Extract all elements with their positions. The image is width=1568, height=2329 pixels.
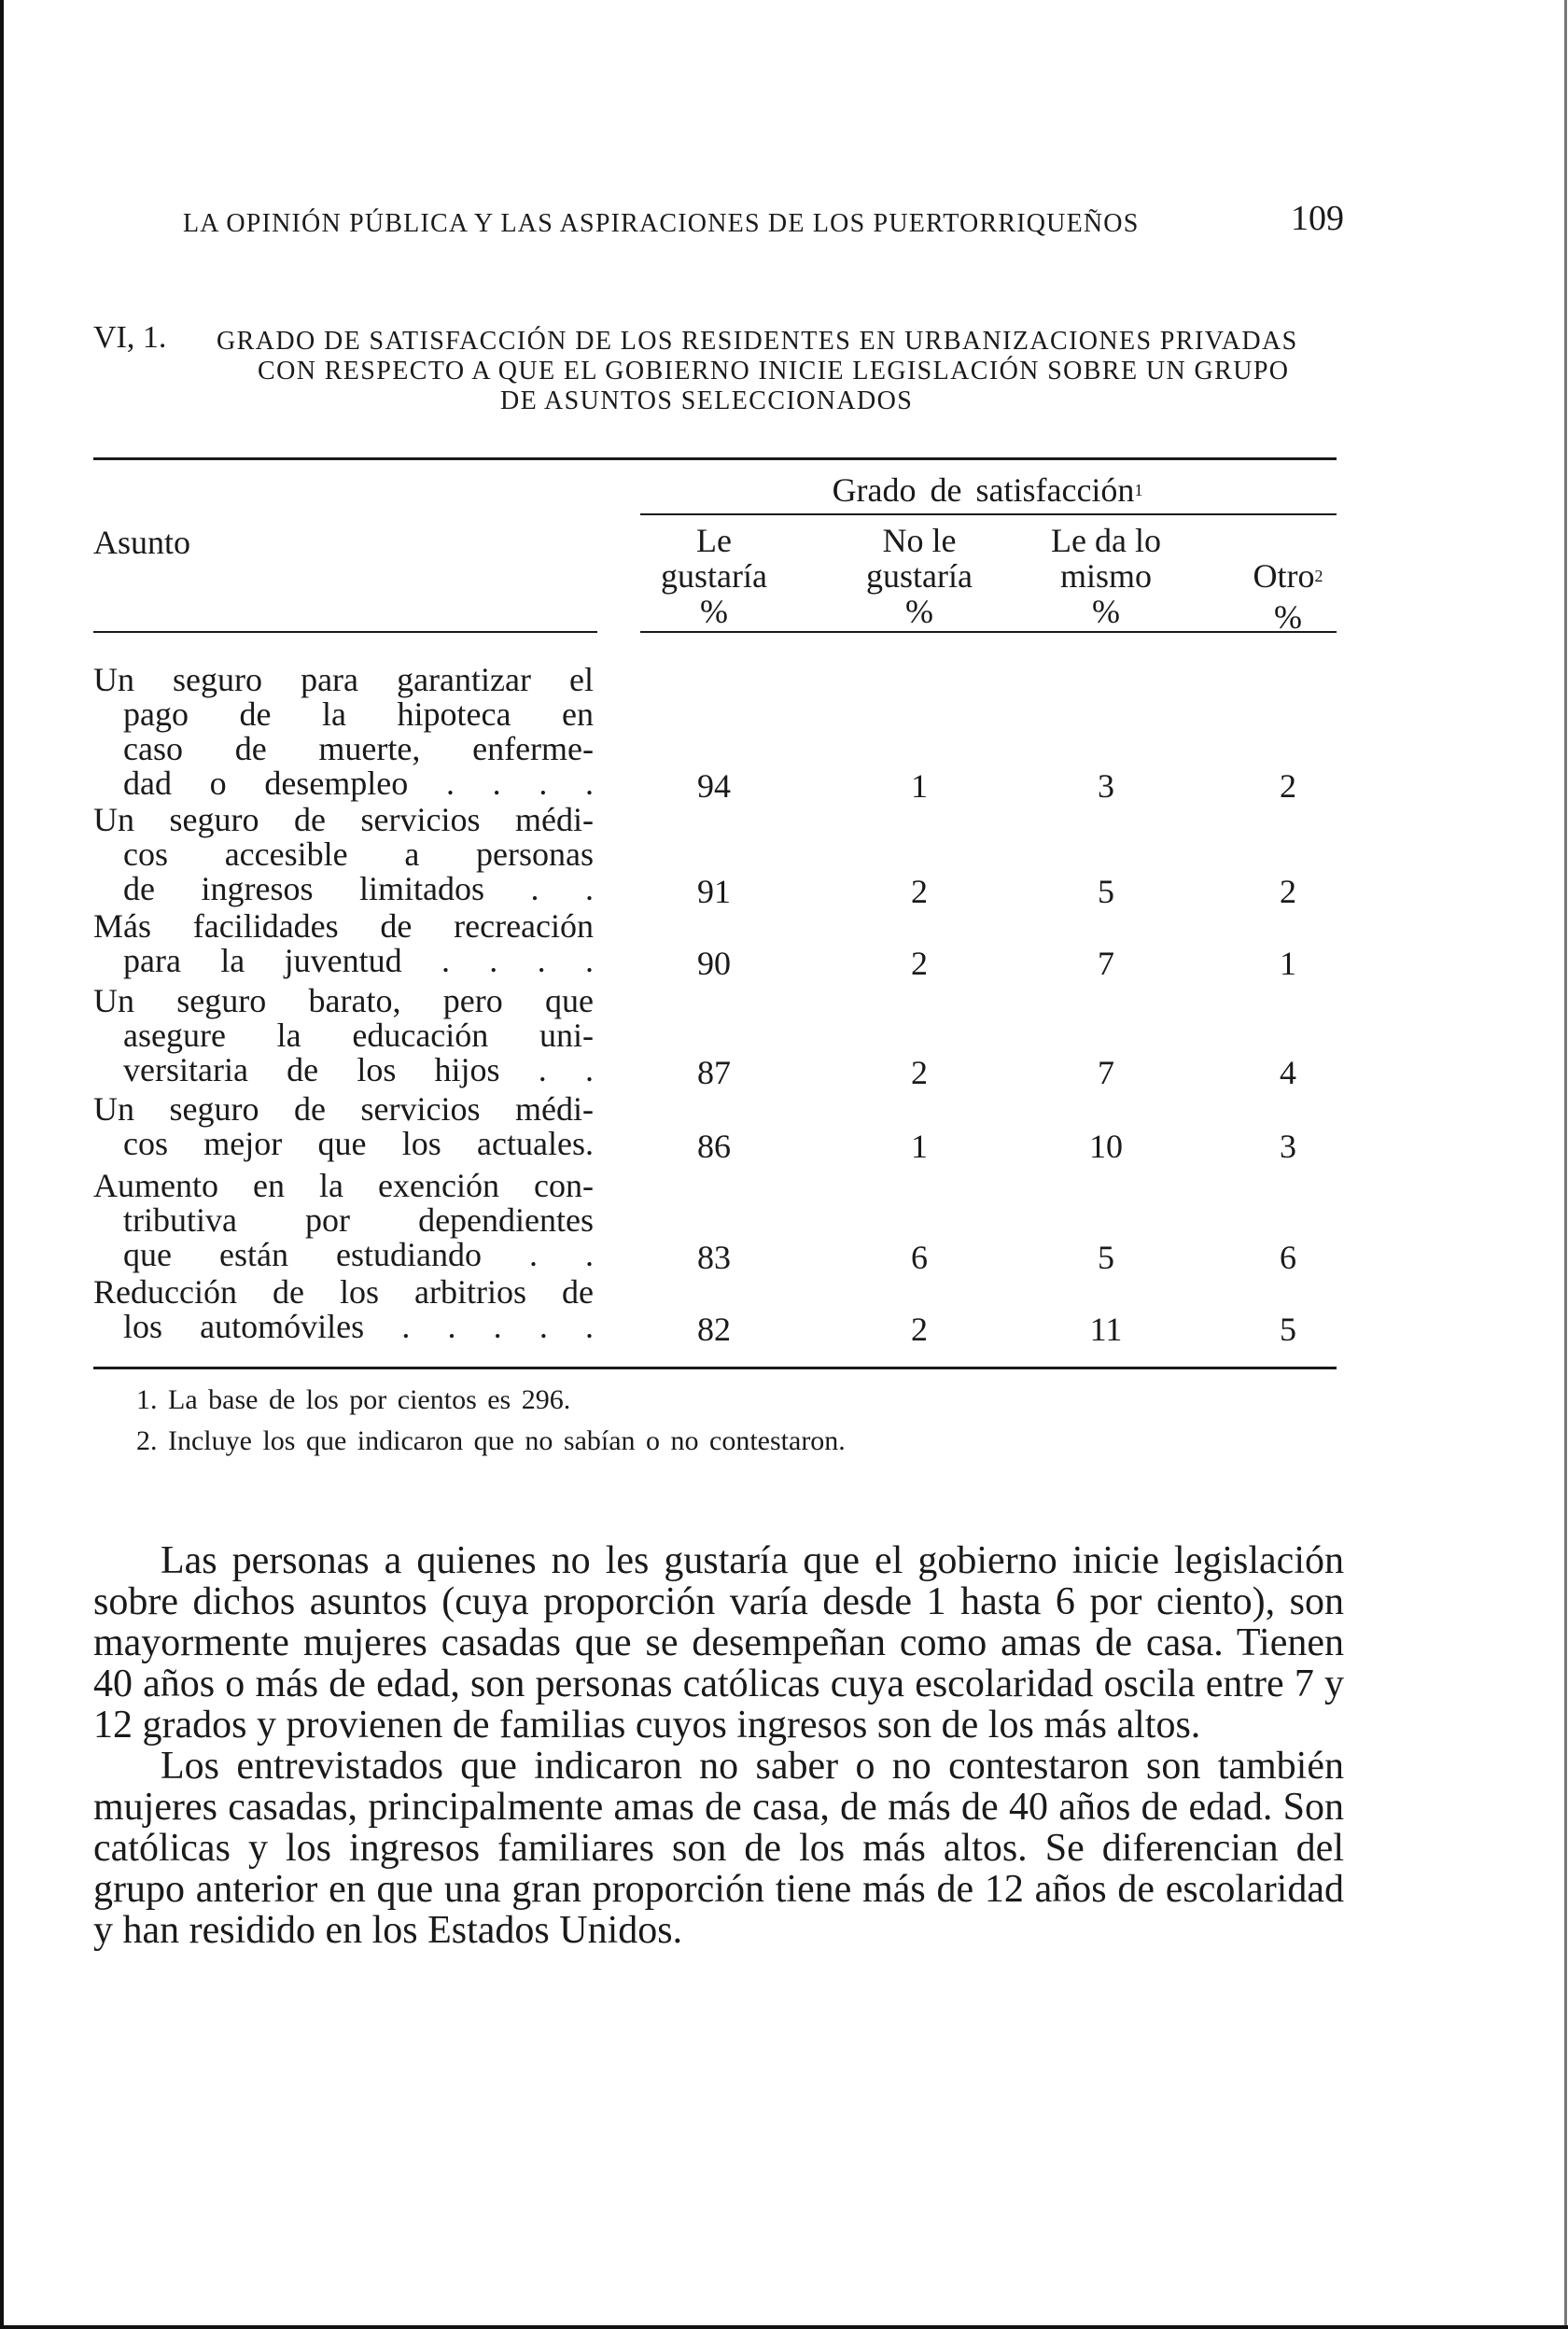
asunto-column-header: Asunto bbox=[93, 524, 191, 561]
row-label-line: de ingresos limitados . . bbox=[123, 870, 594, 907]
column-header-line: % bbox=[1092, 593, 1120, 630]
column-header-otro-label: Otro bbox=[1253, 557, 1315, 595]
column-header-line: % bbox=[1274, 598, 1302, 636]
row-label-line: caso de muerte, enferme- bbox=[123, 730, 594, 767]
row-label bbox=[93, 803, 594, 906]
group-header-rule bbox=[640, 513, 1337, 515]
cell-le-da-lo-mismo: 5 bbox=[1098, 873, 1114, 910]
body-paragraph: Los entrevistados que indicaron no saber o no contestaron son también mujeres casadas, principalmente amas de casa, de más de 40 años de edad. Son católicas y los ingresos familiares son de los más altos. Se diferencian del grupo anterior en que una gran proporción tiene más de 12 años de escolaridad y han residido en los Estados Unidos. bbox=[93, 1745, 1344, 1952]
footnote-marker: 2 bbox=[1314, 567, 1323, 585]
cell-no-le-gustaria: 1 bbox=[911, 1128, 928, 1165]
row-label bbox=[93, 663, 594, 801]
table-bottom-rule bbox=[93, 1367, 1337, 1369]
footnote-marker: 1 bbox=[1134, 481, 1143, 499]
row-label-line: pago de la hipoteca en bbox=[123, 695, 594, 733]
row-label-line: Más facilidades de recreación bbox=[93, 907, 594, 945]
page-number: 109 bbox=[1291, 199, 1344, 238]
scan-edge-left bbox=[0, 0, 4, 2329]
cell-le-gustaria: 87 bbox=[697, 1054, 731, 1091]
column-header-line: % bbox=[700, 593, 728, 630]
satisfaction-group-header bbox=[640, 470, 1335, 510]
row-label-line: Un seguro barato, pero que bbox=[93, 982, 594, 1019]
row-label-line: versitaria de los hijos . . bbox=[123, 1051, 594, 1088]
cell-no-le-gustaria: 1 bbox=[911, 767, 928, 805]
row-label-line: para la juventud . . . . bbox=[123, 942, 594, 979]
scan-edge-right bbox=[1564, 0, 1567, 2329]
row-label bbox=[93, 1275, 594, 1344]
asunto-header-rule bbox=[93, 631, 597, 633]
row-label bbox=[93, 1169, 594, 1272]
group-header-text: Grado de satisfacción bbox=[832, 471, 1135, 509]
column-header-line: % bbox=[905, 593, 933, 630]
cell-otro: 2 bbox=[1280, 873, 1296, 910]
cell-le-gustaria: 90 bbox=[697, 945, 731, 982]
row-label bbox=[93, 909, 594, 978]
cell-le-gustaria: 83 bbox=[697, 1239, 731, 1276]
row-label-line: Aumento en la exención con- bbox=[93, 1167, 594, 1204]
running-head-title: LA OPINIÓN PÚBLICA Y LAS ASPIRACIONES DE LOS PUERTORRIQUEÑOS bbox=[183, 209, 1140, 238]
cell-otro: 1 bbox=[1280, 945, 1296, 982]
row-label-line: dad o desempleo . . . . bbox=[123, 765, 594, 802]
row-label-line: asegure la educación uni- bbox=[123, 1017, 594, 1054]
cell-le-da-lo-mismo: 7 bbox=[1098, 1054, 1114, 1091]
cell-no-le-gustaria: 2 bbox=[911, 873, 928, 910]
column-header-line bbox=[1213, 558, 1363, 599]
scan-edge-bottom bbox=[0, 2325, 1568, 2329]
row-label bbox=[93, 984, 594, 1087]
cell-otro: 2 bbox=[1280, 767, 1296, 805]
cell-no-le-gustaria: 2 bbox=[911, 1311, 928, 1348]
table-footnotes bbox=[136, 1380, 846, 1462]
cell-otro: 5 bbox=[1280, 1311, 1296, 1348]
column-header-le-da-lo-mismo bbox=[1027, 523, 1185, 629]
body-paragraph: Las personas a quienes no les gustaría que el gobierno inicie legislación sobre dichos asuntos (cuya proporción varía desde 1 hasta 6 por ciento), son mayormente mujeres casadas que se desempeñan como amas de casa. Tienen 40 años o más de edad, son personas católicas cuya escolaridad oscila entre 7 y 12 grados y provienen de familias cuyos ingresos son de los más altos. bbox=[93, 1539, 1344, 1747]
cell-otro: 6 bbox=[1280, 1239, 1296, 1276]
cell-le-da-lo-mismo: 10 bbox=[1089, 1128, 1123, 1165]
column-header-le-gustaria bbox=[644, 523, 784, 629]
body-text bbox=[93, 1540, 1344, 1951]
table-top-rule bbox=[93, 457, 1337, 460]
column-header-line: No le bbox=[882, 522, 957, 559]
row-label-line: los automóviles . . . . . bbox=[123, 1308, 594, 1345]
column-header-otro bbox=[1213, 558, 1363, 635]
row-label-line: Un seguro de servicios médi- bbox=[93, 801, 594, 838]
row-label-line: cos accesible a personas bbox=[123, 835, 594, 873]
cell-le-da-lo-mismo: 3 bbox=[1098, 767, 1114, 805]
footnote: 1. La base de los por cientos es 296. bbox=[136, 1384, 571, 1415]
cell-no-le-gustaria: 6 bbox=[911, 1239, 928, 1276]
row-label-line: cos mejor que los actuales. bbox=[123, 1125, 594, 1162]
column-header-line: gustaría bbox=[866, 557, 973, 595]
row-label bbox=[93, 1092, 594, 1161]
cell-otro: 4 bbox=[1280, 1054, 1296, 1091]
row-label-line: Reducción de los arbitrios de bbox=[93, 1273, 594, 1311]
cell-no-le-gustaria: 2 bbox=[911, 1054, 928, 1091]
cell-le-gustaria: 91 bbox=[697, 873, 731, 910]
cell-le-da-lo-mismo: 11 bbox=[1089, 1311, 1123, 1348]
table-title-line: DE ASUNTOS SELECCIONADOS bbox=[500, 386, 914, 415]
cell-le-da-lo-mismo: 7 bbox=[1098, 945, 1114, 982]
cell-no-le-gustaria: 2 bbox=[911, 945, 928, 982]
row-label-line: tributiva por dependientes bbox=[123, 1201, 594, 1239]
table-title-line: CON RESPECTO A QUE EL GOBIERNO INICIE LEGISLACIÓN SOBRE UN GRUPO bbox=[258, 357, 1290, 386]
row-label-line: Un seguro de servicios médi- bbox=[93, 1090, 594, 1128]
row-label-line: Un seguro para garantizar el bbox=[93, 661, 594, 698]
column-header-line: Le bbox=[696, 522, 732, 559]
cell-otro: 3 bbox=[1280, 1128, 1296, 1165]
column-header-line: gustaría bbox=[661, 557, 767, 595]
column-header-line: Le da lo bbox=[1051, 522, 1161, 559]
column-header-line: mismo bbox=[1059, 557, 1152, 595]
cell-le-da-lo-mismo: 5 bbox=[1098, 1239, 1114, 1276]
cell-le-gustaria: 86 bbox=[697, 1128, 731, 1165]
row-label-line: que están estudiando . . bbox=[123, 1236, 594, 1273]
table-title-line: GRADO DE SATISFACCIÓN DE LOS RESIDENTES EN URBANIZACIONES PRIVADAS bbox=[217, 327, 1298, 356]
table-number: VI, 1. bbox=[93, 320, 167, 355]
footnote: 2. Incluye los que indicaron que no sabían o no contestaron. bbox=[136, 1425, 846, 1456]
cell-le-gustaria: 82 bbox=[697, 1311, 731, 1348]
column-header-no-le-gustaria bbox=[840, 523, 999, 629]
cell-le-gustaria: 94 bbox=[697, 767, 731, 805]
